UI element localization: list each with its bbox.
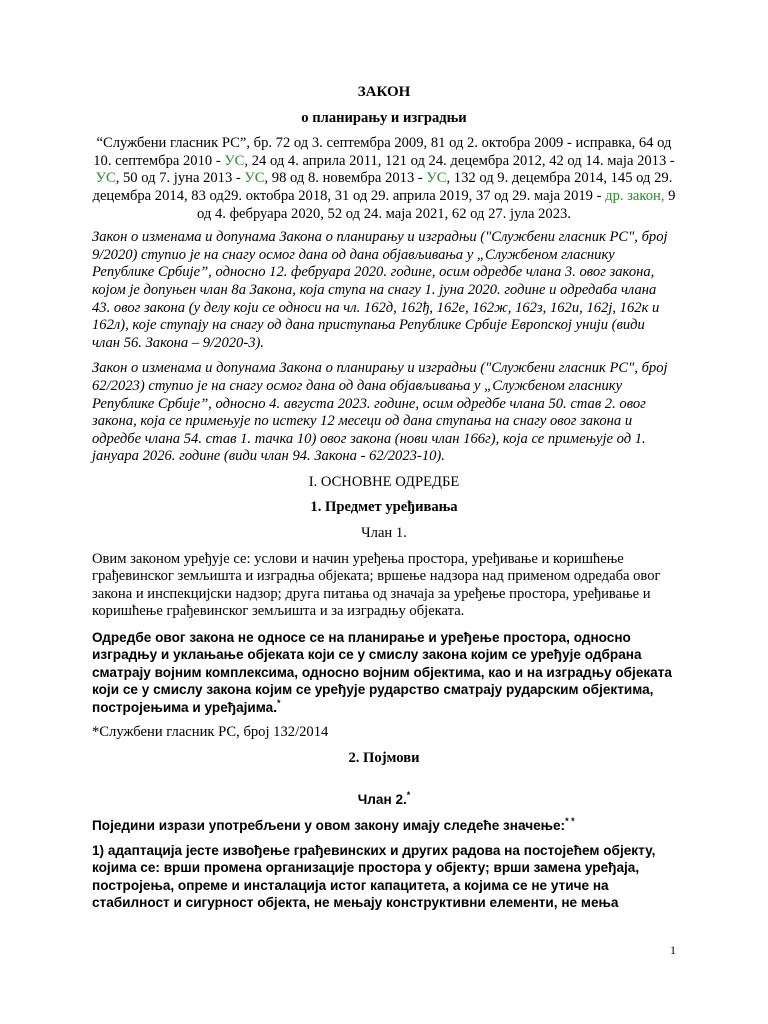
gazette-link[interactable]: УС	[244, 170, 265, 187]
article-2-heading	[92, 791, 676, 808]
gazette-part: , 50 од 7. јуна 2013 -	[115, 170, 245, 187]
gazette-references	[92, 135, 676, 223]
article-2-intro	[92, 817, 676, 834]
footnote: *Службени гласник РС, број 132/2014	[92, 724, 329, 741]
gazette-link[interactable]: УС	[224, 152, 245, 169]
gazette-link[interactable]: УС	[426, 170, 447, 187]
footnote-marker: *	[406, 790, 411, 801]
gazette-part: , 132 од 9. децембра 2014, 145 од 29. децембра 2014, 83 од29. октобра 2018, 31 од 29. априла 2019, 37 од 29. маја 2019 -	[92, 170, 673, 204]
section-heading: I. ОСНОВНЕ ОДРЕДБЕ	[308, 473, 460, 490]
page-number: 1	[670, 943, 676, 957]
amendment-note-2020: Закон о изменама и допунама Закона о планирању и изградњи ("Службени гласник РС", број 9/2020) ступио је на снагу осмог дана од дана објављивања у „Службеном гласнику Републике Србије”, односно 12. фебруара 2020. године, осим одредбе члана 3. овог закона, којом је допуњен члан 8а Закона, која ступа на снагу 1. јуна 2020. године и одредаба члана 43. овог закона (у делу који се односи на чл. 162д, 162ђ, 162е, 162ж, 162з, 162и, 162ј, 162к и 162л), које ступају на снагу од дана приступања Републике Србије Европској унији (види члан 56. Закона – 9/2020-3).	[92, 229, 668, 351]
gazette-link[interactable]: др. закон,	[605, 187, 665, 204]
article-2-intro-text: Поједини изрази употребљени у овом закону имају следеће значење:	[92, 817, 566, 833]
article-2-item-1: 1) адаптација јесте извођење грађевинских и других радова на постојећем објекту, којима се: врши промена организације простора у објекту; врши замена уређаја, постројења, опреме и инсталација истог капацитета, а којима се не утиче на стабилност и сигурност објекта, не мењају конструктивни елементи, не мења	[92, 843, 656, 911]
amendment-note-2023: Закон о изменама и допунама Закона о планирању и изградњи ("Службени гласник РС", број 62/2023) ступио је на снагу осмог дана од дана објављивања у „Службеном гласнику Републике Србије”, односно 4. августа 2023. године, осим одредбе члана 50. став 2. овог закона, која се примењује по истеку 12 месеци од дана ступања на снагу овог закона и одредбе члана 54. став 1. тачка 10) овог закона (нови члан 166г), која се примењује од 1. јануара 2026. године (види члан 94. Закона - 62/2023-10).	[92, 360, 668, 465]
article-1-heading: Члан 1.	[361, 525, 407, 542]
law-title: ЗАКОН	[357, 84, 411, 100]
subject-heading: 1. Предмет уређивања	[310, 499, 458, 516]
footnote-marker: *	[276, 697, 281, 708]
article-2-label: Члан 2.	[357, 792, 407, 808]
gazette-part: 9 од 4. фебруара 2020, 52 од 24. маја 2021, 62 од 27. јула 2023.	[197, 187, 676, 222]
article-1-paragraph-1: Овим законом уређује се: услови и начин уређења простора, уређивање и коришћење грађевинског земљишта и изградња објеката; вршење надзора над применом одредаба овог закона и инспекцијски надзор; друга питања од значаја за уређење простора, уређивање и коришћење грађевинског земљишта и за изградњу објеката.	[92, 550, 661, 620]
gazette-part: “Службени гласник РС”, бр. 72 од 3. септембра 2009, 81 од 2. октобра 2009 - исправка, 64 од 10. септембра 2010 -	[93, 135, 672, 169]
footnote-marker: * *	[565, 815, 575, 826]
article-1-paragraph-2-text: Одредбе овог закона не односе се на планирање и уређење простора, односно изградњу и уклањање објеката који се у смислу закона којим се уређује одбрана сматрају војним комплексима, односно војним објектима, као и на изградњу објеката који се у смислу закона којим се уређује рударство сматрају рударским објектима, постројењима и уређајима.	[92, 630, 672, 715]
gazette-part: , 24 од 4. априла 2011, 121 од 24. децембра 2012, 42 од 14. маја 2013 -	[244, 152, 675, 169]
definitions-heading: 2. Појмови	[348, 749, 420, 766]
gazette-link[interactable]: УС	[95, 170, 116, 187]
document-page	[92, 84, 676, 912]
gazette-part: , 98 од 8. новембра 2013 -	[264, 170, 427, 187]
law-subtitle: о планирању и изградњи	[301, 109, 467, 126]
article-1-paragraph-2	[92, 629, 676, 716]
